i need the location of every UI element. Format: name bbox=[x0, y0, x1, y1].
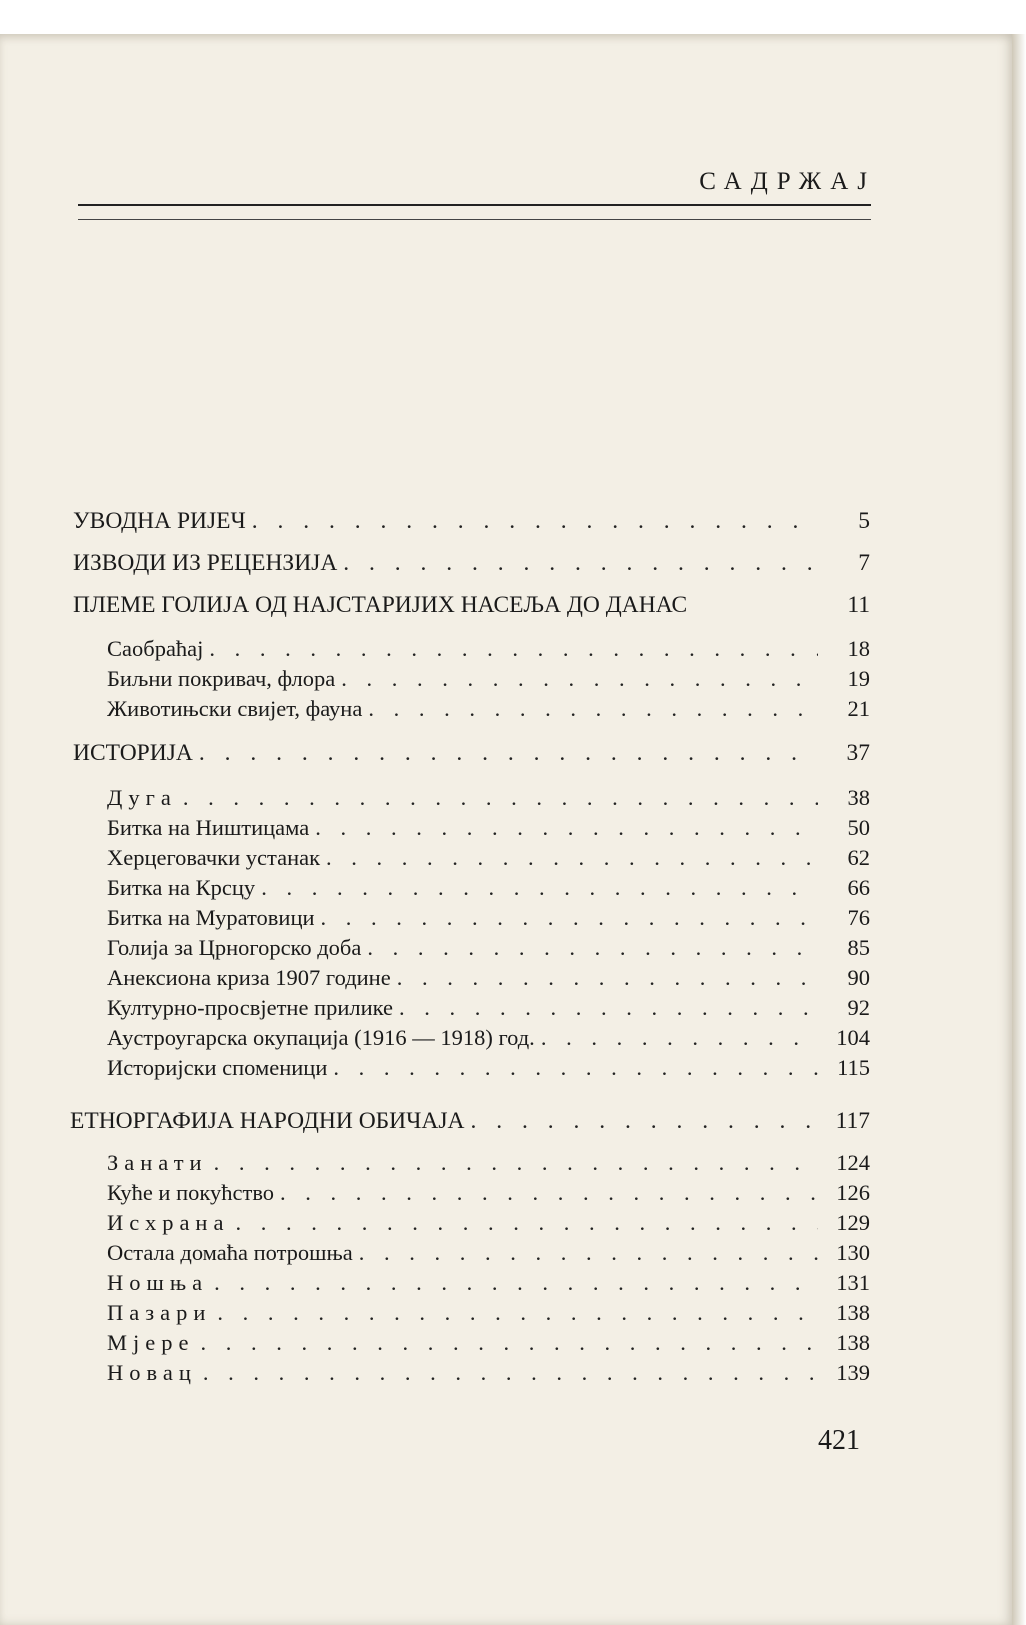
dot-leader bbox=[341, 666, 818, 692]
toc-entry-label: ИЗВОДИ ИЗ РЕЦЕНЗИЈА bbox=[73, 550, 338, 576]
toc-subentry[interactable] bbox=[107, 965, 870, 991]
toc-page-number: 117 bbox=[835, 1108, 870, 1134]
toc-entry-label: Новац bbox=[107, 1360, 197, 1385]
toc-page-number: 19 bbox=[847, 666, 870, 691]
toc-entry-label: Дуга bbox=[107, 785, 177, 810]
toc-entry-label: Саобраћај bbox=[107, 636, 204, 661]
toc-subentry[interactable] bbox=[107, 995, 870, 1021]
toc-page-number: 50 bbox=[847, 815, 870, 840]
toc-entry-label: УВОДНА РИЈЕЧ bbox=[73, 508, 246, 534]
toc-entry-label: ИСТОРИЈА bbox=[73, 740, 193, 766]
dot-leader bbox=[217, 1300, 818, 1326]
toc-subentry[interactable] bbox=[107, 1300, 870, 1326]
dot-leader bbox=[199, 740, 818, 767]
toc-entry-label: Културно-просвјетне прилике bbox=[107, 995, 394, 1020]
toc-subentry[interactable] bbox=[107, 1180, 870, 1206]
toc-entry-label: ПЛЕМЕ ГОЛИЈА ОД НАЈСТАРИЈИХ НАСЕЉА ДО ДАНАС bbox=[73, 592, 688, 618]
toc-entry-label: Мјере bbox=[107, 1330, 195, 1355]
toc-subentry[interactable] bbox=[107, 1210, 870, 1236]
dot-leader bbox=[280, 1180, 818, 1206]
toc-entry-etnografija[interactable] bbox=[70, 1108, 870, 1135]
toc-page-number: 76 bbox=[847, 905, 870, 930]
toc-page-number: 62 bbox=[847, 845, 870, 870]
toc-entry-label: Занати bbox=[107, 1150, 208, 1175]
toc-entry-label: Голија за Црногорско доба bbox=[107, 935, 362, 960]
dot-leader bbox=[359, 1240, 818, 1266]
toc-entry-label: ЕТНОРГАФИЈА НАРОДНИ ОБИЧАЈА bbox=[70, 1108, 465, 1134]
dot-leader bbox=[203, 1360, 818, 1386]
dot-leader bbox=[399, 995, 818, 1021]
toc-entry-label: Анексиона криза 1907 године bbox=[107, 965, 391, 990]
dot-leader bbox=[261, 875, 818, 901]
toc-page-number: 92 bbox=[847, 995, 870, 1020]
toc-page-number: 7 bbox=[858, 550, 870, 576]
toc-entry-izvodi[interactable] bbox=[73, 550, 870, 577]
dot-leader bbox=[326, 845, 818, 871]
dot-leader bbox=[214, 1150, 818, 1176]
toc-subentry[interactable] bbox=[107, 845, 870, 871]
toc-page-number: 11 bbox=[847, 592, 870, 618]
toc-entry-label: Остала домаћа потрошња bbox=[107, 1240, 353, 1265]
toc-subentry[interactable] bbox=[107, 875, 870, 901]
toc-page-number: 38 bbox=[847, 785, 870, 810]
dot-leader bbox=[471, 1108, 818, 1135]
toc-page-number: 90 bbox=[847, 965, 870, 990]
toc-subentry[interactable] bbox=[107, 636, 870, 662]
toc-entry-label: Пазари bbox=[107, 1300, 212, 1325]
toc-page-number: 37 bbox=[846, 740, 870, 766]
dot-leader bbox=[235, 1210, 818, 1236]
toc-entry-label: Аустроугарска окупација (1916 — 1918) год. bbox=[107, 1025, 535, 1050]
toc-page-number: 85 bbox=[847, 935, 870, 960]
toc-subentry[interactable] bbox=[107, 666, 870, 692]
dot-leader bbox=[343, 550, 818, 577]
toc-entry-uvodna[interactable] bbox=[73, 508, 870, 535]
toc-subentry[interactable] bbox=[107, 1025, 870, 1051]
toc-subentry[interactable] bbox=[107, 1055, 870, 1081]
toc-entry-label: Херцеговачки устанак bbox=[107, 845, 321, 870]
toc-subentry[interactable] bbox=[107, 815, 870, 841]
toc-page-number: 66 bbox=[847, 875, 870, 900]
page-title: САДРЖАЈ bbox=[699, 168, 876, 195]
toc-subentry[interactable] bbox=[107, 935, 870, 961]
toc-entry-istorija[interactable] bbox=[73, 740, 870, 767]
toc-subentry[interactable] bbox=[107, 1360, 870, 1386]
toc-entry-pleme[interactable] bbox=[73, 592, 870, 619]
toc-entry-label: Исхрана bbox=[107, 1210, 230, 1235]
dot-leader bbox=[183, 785, 818, 811]
toc-subentry[interactable] bbox=[107, 1240, 870, 1266]
toc-subentry[interactable] bbox=[107, 785, 870, 811]
toc-page-number: 126 bbox=[836, 1180, 870, 1205]
toc-entry-label: Битка на Ништицама bbox=[107, 815, 310, 840]
dot-leader bbox=[541, 1025, 818, 1051]
toc-subentry[interactable] bbox=[107, 1330, 870, 1356]
dot-leader bbox=[333, 1055, 818, 1081]
dot-leader bbox=[321, 905, 818, 931]
toc-page-number: 130 bbox=[836, 1240, 870, 1265]
toc-subentry[interactable] bbox=[107, 1150, 870, 1176]
toc-page-number: 138 bbox=[836, 1330, 870, 1355]
toc-page-number: 5 bbox=[858, 508, 870, 534]
dot-leader bbox=[368, 696, 818, 722]
toc-page-number: 115 bbox=[837, 1055, 870, 1080]
toc-subentry[interactable] bbox=[107, 696, 870, 722]
toc-entry-label: Ношња bbox=[107, 1270, 209, 1295]
toc-page-number: 139 bbox=[836, 1360, 870, 1385]
toc-page-number: 18 bbox=[847, 636, 870, 661]
dot-leader bbox=[209, 636, 818, 662]
toc-entry-label: Историјски споменици bbox=[107, 1055, 328, 1080]
dot-leader bbox=[252, 508, 818, 535]
dot-leader bbox=[200, 1330, 818, 1356]
dot-leader bbox=[367, 935, 818, 961]
page-number: 421 bbox=[818, 1425, 860, 1456]
toc-subentry[interactable] bbox=[107, 1270, 870, 1296]
dot-leader bbox=[315, 815, 818, 841]
toc-page-number: 131 bbox=[836, 1270, 870, 1295]
dot-leader bbox=[214, 1270, 818, 1296]
toc-entry-label: Биљни покривач, флора bbox=[107, 666, 336, 691]
toc-page-number: 124 bbox=[836, 1150, 870, 1175]
toc-entry-label: Битка на Муратовици bbox=[107, 905, 315, 930]
toc-page-number: 104 bbox=[836, 1025, 870, 1050]
toc-page-number: 138 bbox=[836, 1300, 870, 1325]
toc-subentry[interactable] bbox=[107, 905, 870, 931]
toc-entry-label: Животињски свијет, фауна bbox=[107, 696, 363, 721]
dot-leader bbox=[397, 965, 818, 991]
toc-page-number: 21 bbox=[847, 696, 870, 721]
toc-entry-label: Куће и покућство bbox=[107, 1180, 275, 1205]
toc-page-number: 129 bbox=[836, 1210, 870, 1235]
toc-entry-label: Битка на Крсцу bbox=[107, 875, 256, 900]
